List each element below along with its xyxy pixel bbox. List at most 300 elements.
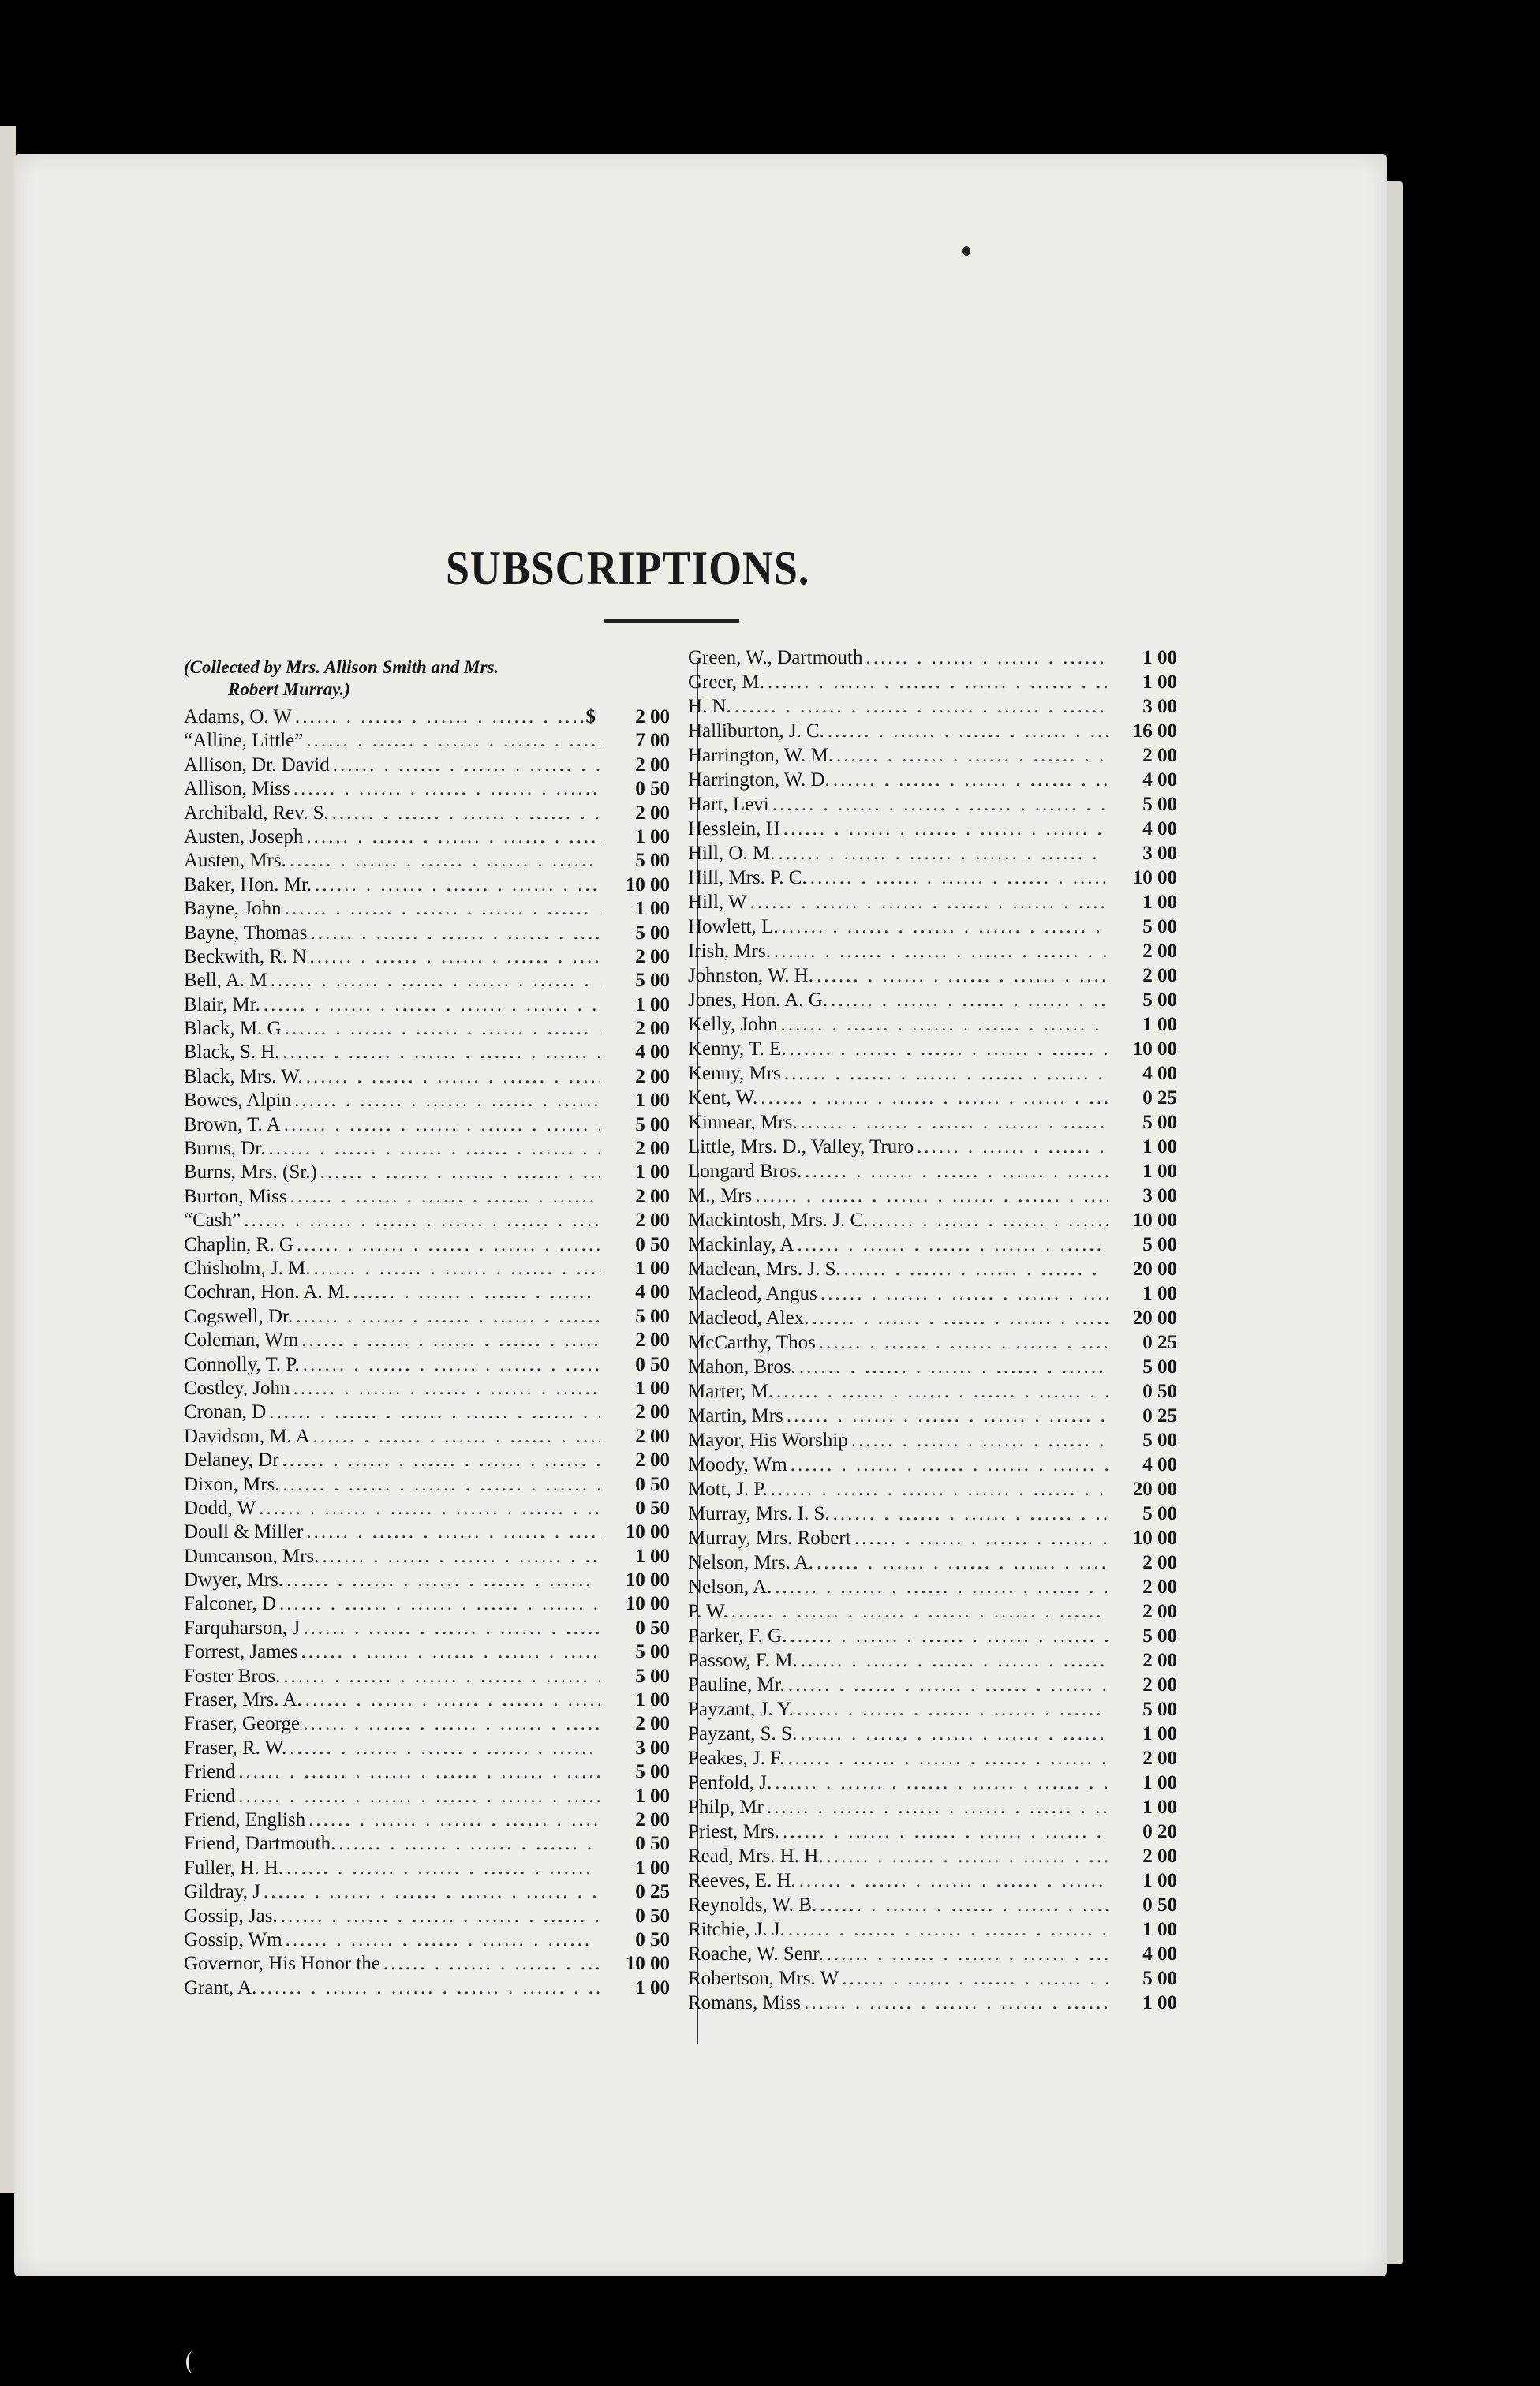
dot-leader — [310, 1257, 600, 1281]
subscription-amount: 4 00 — [1142, 1454, 1177, 1475]
subscription-row — [184, 1976, 670, 2000]
dot-leader — [787, 1624, 1108, 1648]
subscription-amount: 20 00 — [1132, 1307, 1177, 1329]
subscription-amount: 0 25 — [1142, 1332, 1177, 1353]
subscription-amount: 1 00 — [635, 1377, 670, 1399]
subscription-amount: 2 00 — [635, 1018, 670, 1040]
subscription-amount: 20 00 — [1132, 1479, 1177, 1500]
dot-leader — [839, 1966, 1108, 1991]
subscription-row — [184, 1689, 670, 1712]
subscription-amount: 0 50 — [1142, 1894, 1177, 1916]
subscription-row — [688, 1012, 1177, 1037]
subscriber-name: Brown, T. A — [184, 1113, 281, 1135]
subscription-amount: 1 00 — [1142, 1992, 1177, 2014]
subscriber-name: Davidson, M. A — [184, 1425, 310, 1447]
subscription-row — [688, 694, 1177, 719]
subscription-row — [688, 1795, 1177, 1819]
subscriber-name: Cronan, D — [184, 1401, 267, 1423]
dot-leader — [293, 1305, 600, 1329]
subscription-row — [688, 1550, 1177, 1575]
subscription-row — [688, 914, 1177, 939]
subscriber-name: Allison, Dr. David — [184, 754, 330, 776]
subscriber-name: Austen, Mrs. — [184, 850, 286, 872]
dot-leader — [267, 969, 600, 993]
dot-leader — [256, 1497, 600, 1520]
subscription-amount: 4 00 — [635, 1281, 670, 1303]
subscription-row — [184, 825, 670, 849]
subscription-row — [688, 1355, 1177, 1379]
subscription-amount: 10 00 — [625, 1593, 670, 1615]
subscription-amount: 0 50 — [635, 1833, 670, 1855]
subscription-amount: 2 00 — [1142, 1552, 1177, 1573]
subscription-amount: 3 00 — [635, 1737, 670, 1759]
dot-leader — [283, 1857, 600, 1880]
subscription-amount: 7 00 — [635, 730, 670, 752]
subscription-amount: 0 50 — [635, 1497, 670, 1519]
subscription-row — [184, 1520, 670, 1544]
subscription-amount: 10 00 — [625, 1569, 670, 1591]
dot-leader — [798, 1110, 1108, 1135]
dot-leader — [728, 1599, 1108, 1624]
subscriber-name: Gossip, Wm — [184, 1928, 282, 1950]
subscriber-name: Delaney, Dr — [184, 1449, 279, 1472]
subscriber-name: Macleod, Angus — [688, 1283, 817, 1304]
subscription-row — [688, 988, 1177, 1012]
subscription-row — [688, 963, 1177, 988]
dot-leader — [828, 988, 1108, 1012]
subscription-amount: 4 00 — [1142, 1063, 1177, 1084]
subscription-amount: 2 00 — [635, 1713, 670, 1735]
dot-leader — [335, 1832, 600, 1856]
collector-note-line1: (Collected by Mrs. Allison Smith and Mrs. — [184, 657, 499, 677]
subscriber-name: Reynolds, W. B. — [688, 1894, 817, 1916]
subscription-amount: 5 00 — [1142, 1356, 1177, 1378]
subscriber-name: Chaplin, R. G — [184, 1233, 293, 1255]
subscription-amount: 5 00 — [1142, 916, 1177, 937]
dot-leader — [307, 922, 600, 945]
subscription-row — [688, 939, 1177, 963]
dot-leader — [279, 1449, 600, 1472]
dot-leader — [794, 1232, 1108, 1257]
subscriber-name: Burton, Miss — [184, 1185, 287, 1207]
subscriber-name: Kenny, Mrs — [688, 1063, 781, 1084]
dot-leader — [772, 1771, 1108, 1795]
dot-leader — [317, 1161, 600, 1184]
subscription-amount: 0 50 — [635, 1353, 670, 1375]
dot-leader — [292, 705, 585, 729]
dot-leader — [824, 1942, 1108, 1966]
subscriber-name: Chisholm, J. M. — [184, 1257, 311, 1279]
subscriber-name: Ritchie, J. J. — [688, 1919, 785, 1940]
dot-leader — [256, 1976, 600, 2000]
subscription-row — [184, 1712, 670, 1736]
dot-leader — [298, 1329, 600, 1352]
subscription-amount: 10 00 — [625, 1953, 670, 1975]
subscription-amount: 10 00 — [1132, 867, 1177, 888]
subscription-row — [184, 969, 670, 993]
dot-leader — [914, 1135, 1108, 1159]
subscription-row — [184, 729, 670, 753]
dot-leader — [813, 1550, 1108, 1575]
subscription-amount: 1 00 — [1142, 671, 1177, 693]
subscriber-name: Gossip, Jas. — [184, 1905, 278, 1927]
subscription-amount: 5 00 — [1142, 1968, 1177, 1989]
subscription-row — [688, 1991, 1177, 2015]
subscriber-name: Read, Mrs. H. H. — [688, 1846, 824, 1867]
subscription-amount: 1 00 — [1142, 1870, 1177, 1891]
subscription-row — [688, 1061, 1177, 1086]
subscriber-name: Harrington, W. D. — [688, 769, 830, 791]
dot-leader — [830, 1502, 1108, 1526]
subscription-amount: 1 00 — [635, 1161, 670, 1184]
dot-leader — [798, 1648, 1108, 1673]
dot-leader — [286, 1737, 600, 1760]
subscription-amount: 5 00 — [1142, 1430, 1177, 1451]
dot-leader — [297, 1640, 600, 1664]
subscription-amount: 5 00 — [1142, 1234, 1177, 1255]
subscriber-name: P. W. — [688, 1601, 728, 1622]
subscription-amount: 1 00 — [1142, 647, 1177, 668]
subscription-amount: 2 00 — [635, 1065, 670, 1087]
dot-leader — [287, 1185, 600, 1209]
subscriber-name: Murray, Mrs. Robert — [688, 1528, 851, 1549]
subscription-row — [688, 719, 1177, 743]
subscription-amount: 1 00 — [635, 898, 670, 920]
subscriber-name: McCarthy, Thos — [688, 1332, 816, 1353]
subscription-row — [688, 841, 1177, 866]
dot-leader — [280, 1665, 600, 1689]
dot-leader — [300, 1353, 600, 1377]
subscription-row — [688, 1624, 1177, 1648]
subscription-amount: 1 00 — [635, 1545, 670, 1567]
dot-leader — [260, 1880, 600, 1904]
dot-leader — [851, 1526, 1108, 1550]
subscription-row — [184, 1592, 670, 1616]
dot-leader — [778, 1012, 1108, 1037]
subscription-amount: 2 00 — [635, 1449, 670, 1472]
subscription-amount: 5 00 — [1142, 1699, 1177, 1720]
dot-leader — [757, 1086, 1108, 1110]
subscriber-name: Longard Bros. — [688, 1161, 802, 1182]
subscription-row — [688, 866, 1177, 890]
subscription-amount: 10 00 — [625, 873, 670, 896]
subscription-amount: 10 00 — [1132, 1210, 1177, 1231]
subscriber-name: Connolly, T. P. — [184, 1353, 300, 1375]
page-title: SUBSCRIPTIONS. — [446, 542, 810, 594]
subscription-row — [688, 1819, 1177, 1844]
subscription-amount: 0 20 — [1142, 1821, 1177, 1842]
subscription-row — [688, 1404, 1177, 1428]
subscriber-name: Hill, O. M. — [688, 843, 776, 864]
subscription-row — [688, 792, 1177, 817]
subscription-amount: 2 00 — [1142, 1748, 1177, 1769]
subscription-amount: 10 00 — [625, 1521, 670, 1543]
dot-leader — [310, 1425, 600, 1449]
subscription-amount: 1 00 — [1142, 1772, 1177, 1793]
subscription-row — [688, 1526, 1177, 1550]
subscriber-name: Kenny, T. E. — [688, 1038, 787, 1060]
subscriber-name: Friend, Dartmouth. — [184, 1833, 336, 1855]
dot-leader — [276, 1592, 600, 1616]
subscriber-name: Hill, Mrs. P. C. — [688, 867, 807, 888]
dot-leader — [280, 1473, 600, 1497]
subscription-row — [184, 873, 670, 897]
subscription-row — [184, 1425, 670, 1449]
dot-leader — [783, 1404, 1108, 1428]
subscription-row — [688, 1917, 1177, 1942]
dot-leader — [764, 670, 1108, 694]
subscription-amount: 5 00 — [1142, 1112, 1177, 1133]
subscriber-name: Fraser, Mrs. A. — [184, 1689, 302, 1711]
dot-leader — [862, 645, 1108, 670]
subscriber-name: Friend, English — [184, 1808, 306, 1831]
subscription-row — [184, 1737, 670, 1760]
right-subscriber-list — [688, 645, 1177, 2015]
subscription-row — [184, 1617, 670, 1640]
subscription-row — [184, 1449, 670, 1472]
subscriber-name: Baker, Hon. Mr. — [184, 873, 312, 896]
dot-leader — [320, 1545, 600, 1569]
subscriber-name: Kelly, John — [688, 1014, 778, 1035]
subscription-row — [184, 1832, 670, 1856]
left-column — [184, 656, 670, 2000]
subscription-amount: 0 50 — [635, 1473, 670, 1495]
dot-leader — [764, 1795, 1108, 1819]
subscription-amount: 4 00 — [635, 1042, 670, 1064]
subscriber-name: Bayne, John — [184, 898, 282, 920]
subscriber-name: Fraser, R. W. — [184, 1737, 287, 1759]
dot-leader — [841, 1257, 1108, 1281]
subscription-row — [688, 768, 1177, 792]
subscriber-name: Dwyer, Mrs. — [184, 1569, 284, 1591]
subscription-row — [184, 1137, 670, 1161]
subscription-amount: 1 00 — [635, 1976, 670, 1999]
dot-leader — [824, 1844, 1108, 1868]
subscriber-name: Maclean, Mrs. J. S. — [688, 1258, 841, 1280]
subscription-amount: 2 00 — [635, 1138, 670, 1160]
subscription-row — [688, 1330, 1177, 1355]
dot-leader — [286, 849, 600, 873]
dot-leader — [868, 1208, 1108, 1232]
dot-leader — [312, 873, 600, 897]
dot-leader — [307, 945, 600, 969]
subscription-row — [184, 1089, 670, 1113]
dot-leader — [817, 1893, 1108, 1917]
subscription-row — [688, 1599, 1177, 1624]
subscription-amount: 2 00 — [635, 1808, 670, 1831]
subscription-row — [688, 1086, 1177, 1110]
subscription-amount: 4 00 — [1142, 769, 1177, 791]
subscriber-name: Mackinlay, A — [688, 1234, 794, 1255]
title-rule — [604, 619, 739, 623]
subscription-amount: 5 00 — [635, 1665, 670, 1687]
subscriber-name: Gildray, J — [184, 1881, 260, 1903]
dot-leader — [282, 1928, 600, 1952]
dot-leader — [300, 1712, 600, 1736]
subscriber-name: Kinnear, Mrs. — [688, 1112, 798, 1133]
subscription-row — [184, 1785, 670, 1808]
subscription-row — [688, 1281, 1177, 1306]
subscriber-name: Robertson, Mrs. W — [688, 1968, 839, 1989]
subscriber-name: Falconer, D — [184, 1593, 277, 1615]
subscription-row — [688, 670, 1177, 694]
subscriber-name: Nelson, Mrs. A. — [688, 1552, 814, 1573]
subscriber-name: Martin, Mrs — [688, 1405, 783, 1427]
subscription-amount: 1 00 — [635, 1257, 670, 1279]
subscriber-name: Payzant, J. Y. — [688, 1699, 794, 1720]
subscription-amount: 20 00 — [1132, 1258, 1177, 1280]
dot-leader — [266, 1401, 600, 1424]
subscriber-name: Dodd, W — [184, 1497, 256, 1519]
subscription-row — [184, 1185, 670, 1209]
subscription-amount: 0 50 — [635, 1928, 670, 1950]
subscription-row — [688, 1477, 1177, 1502]
dot-leader — [796, 1355, 1108, 1379]
subscription-row — [184, 993, 670, 1017]
dot-leader — [785, 1673, 1108, 1697]
subscription-row — [184, 1209, 670, 1232]
subscription-amount: 0 25 — [635, 1881, 670, 1903]
subscriber-name: Moody, Wm — [688, 1454, 787, 1475]
subscription-amount: 0 25 — [1142, 1405, 1177, 1427]
subscriber-name: Bayne, Thomas — [184, 922, 308, 944]
subscriber-name: Little, Mrs. D., Valley, Truro — [688, 1136, 914, 1157]
subscriber-name: Foster Bros. — [184, 1665, 281, 1687]
subscription-row — [688, 1159, 1177, 1184]
subscription-amount: 5 00 — [635, 1641, 670, 1663]
subscriber-name: Archibald, Rev. S. — [184, 802, 329, 824]
dot-leader — [283, 1569, 600, 1592]
subscriber-name: Bell, A. M — [184, 970, 267, 992]
dot-leader — [235, 1785, 600, 1808]
subscriber-name: M., Mrs — [688, 1185, 753, 1206]
dot-leader — [278, 1905, 600, 1928]
subscriber-name: Priest, Mrs. — [688, 1821, 779, 1842]
collector-note-line2: Robert Murray.) — [228, 679, 351, 699]
dot-leader — [235, 1760, 600, 1784]
subscription-row — [688, 1379, 1177, 1404]
subscription-amount: 2 00 — [635, 802, 670, 824]
subscription-row — [688, 1942, 1177, 1966]
subscription-amount: 1 00 — [1142, 1919, 1177, 1940]
subscription-row — [184, 1760, 670, 1784]
subscription-row — [184, 754, 670, 777]
subscription-amount: 2 00 — [1142, 745, 1177, 766]
subscription-amount: 1 00 — [1142, 1283, 1177, 1304]
subscription-amount: 0 50 — [635, 1233, 670, 1255]
subscription-amount: 1 00 — [1142, 1136, 1177, 1157]
dot-leader — [771, 939, 1108, 963]
dot-leader — [241, 1209, 600, 1232]
subscriber-name: Macleod, Alex. — [688, 1307, 809, 1329]
subscription-row — [688, 1257, 1177, 1281]
dot-leader — [809, 1306, 1108, 1330]
dot-leader — [747, 890, 1108, 914]
subscription-row — [184, 1857, 670, 1880]
dot-leader — [290, 777, 600, 801]
subscription-amount: 10 00 — [1132, 1038, 1177, 1060]
subscription-amount: 16 00 — [1132, 720, 1177, 742]
subscriber-name: Pauline, Mr. — [688, 1674, 785, 1696]
subscriber-name: Cochran, Hon. A. M. — [184, 1281, 350, 1303]
dot-leader — [380, 1952, 600, 1976]
subscriber-name: Governor, His Honor the — [184, 1953, 380, 1975]
subscription-row — [688, 1453, 1177, 1477]
subscription-row — [184, 1952, 670, 1976]
subscriber-name: Greer, M. — [688, 671, 764, 693]
subscriber-name: Nelson, A. — [688, 1576, 772, 1598]
subscription-amount: 4 00 — [1142, 1943, 1177, 1965]
subscription-amount: 5 00 — [635, 1305, 670, 1327]
subscription-amount: 2 00 — [635, 754, 670, 776]
subscription-amount: 2 00 — [1142, 965, 1177, 986]
subscriber-name: Reeves, E. H. — [688, 1870, 796, 1891]
subscriber-name: “Alline, Little” — [184, 730, 304, 752]
dot-leader — [260, 993, 600, 1017]
dot-leader — [796, 1868, 1108, 1893]
ink-speck — [962, 246, 970, 256]
subscriber-name: Penfold, J. — [688, 1772, 772, 1793]
subscription-amount: 2 00 — [1142, 1674, 1177, 1696]
subscription-amount: 1 00 — [1142, 1161, 1177, 1182]
subscriber-name: Hart, Levi — [688, 794, 769, 815]
subscription-row — [688, 1037, 1177, 1061]
dot-leader — [731, 694, 1108, 719]
subscriber-name: Allison, Miss — [184, 778, 290, 800]
dot-leader — [801, 1991, 1108, 2015]
dot-leader — [772, 1575, 1108, 1599]
subscriber-name: Black, M. G — [184, 1018, 282, 1040]
subscription-row — [688, 1502, 1177, 1526]
subscription-amount: 2 00 — [635, 1185, 670, 1207]
subscriber-name: Romans, Miss — [688, 1992, 802, 2014]
subscription-row — [184, 1281, 670, 1304]
subscription-row — [688, 1232, 1177, 1257]
subscription-row — [184, 1569, 670, 1592]
dot-leader — [281, 1113, 600, 1137]
subscriber-name: Coleman, Wm — [184, 1330, 299, 1352]
subscriber-name: Black, S. H. — [184, 1042, 280, 1064]
subscription-amount: 1 00 — [1142, 892, 1177, 913]
subscription-row — [184, 1161, 670, 1184]
dot-leader — [303, 1065, 600, 1089]
subscription-amount: 1 00 — [635, 1857, 670, 1879]
subscription-amount: 0 50 — [635, 1905, 670, 1927]
dot-leader — [784, 1746, 1108, 1771]
subscription-row — [688, 1966, 1177, 1991]
subscription-row — [688, 1184, 1177, 1208]
subscriber-name: Grant, A. — [184, 1976, 257, 1999]
subscription-row — [184, 1377, 670, 1401]
subscription-row — [184, 897, 670, 921]
right-column — [688, 645, 1177, 2015]
subscription-amount: 5 00 — [635, 970, 670, 992]
subscriber-name: Payzant, S. S. — [688, 1723, 798, 1745]
subscription-amount: 10 00 — [1132, 1528, 1177, 1549]
dot-leader — [291, 1089, 600, 1113]
subscriber-name: Mott, J. P. — [688, 1479, 768, 1500]
subscription-row — [688, 1428, 1177, 1453]
subscriber-name: Hesslein, H — [688, 818, 780, 840]
subscription-row — [184, 1041, 670, 1064]
subscription-row — [184, 1665, 670, 1689]
dot-leader — [830, 768, 1108, 792]
subscription-row — [184, 1065, 670, 1089]
subscriber-name: Burns, Dr. — [184, 1138, 266, 1160]
subscription-row — [688, 1893, 1177, 1917]
subscriber-name: Friend — [184, 1761, 236, 1783]
subscription-row — [688, 1697, 1177, 1722]
